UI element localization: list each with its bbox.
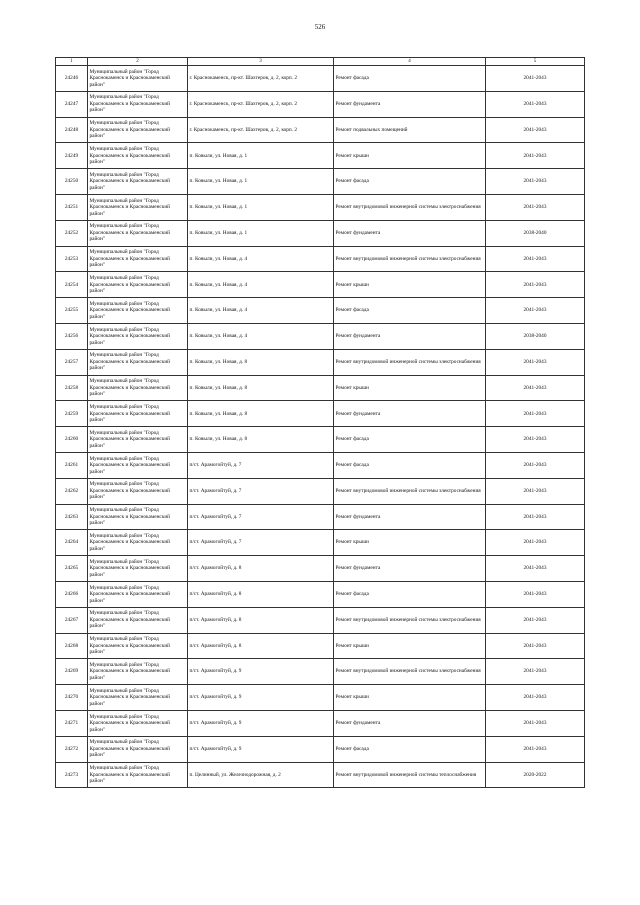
table-row <box>56 246 585 272</box>
address-cell: п. Ковыли, ул. Новая, д. 8 <box>188 401 334 427</box>
period-cell: 2041-2043 <box>486 272 585 298</box>
row-number: 24263 <box>56 504 88 530</box>
row-number: 24246 <box>56 66 88 92</box>
row-number: 24271 <box>56 710 88 736</box>
address-cell: п/ст. Арамогойтуй, д. 8 <box>188 607 334 633</box>
registry-table <box>55 57 585 788</box>
work-type-cell: Ремонт внутридомовой инженерной системы электроснабжения <box>334 607 486 633</box>
row-number: 24264 <box>56 530 88 556</box>
table-row <box>56 298 585 324</box>
period-cell: 2041-2043 <box>486 427 585 453</box>
period-cell: 2041-2043 <box>486 143 585 169</box>
period-cell: 2041-2043 <box>486 530 585 556</box>
address-cell: п/ст. Арамогойтуй, д. 7 <box>188 478 334 504</box>
address-cell: п. Ковыли, ул. Новая, д. 8 <box>188 427 334 453</box>
municipality-cell: Муниципальный район "Город Краснокаменск и Краснокаменский район" <box>88 246 188 272</box>
work-type-cell: Ремонт фундамента <box>334 710 486 736</box>
address-cell: п. Ковыли, ул. Новая, д. 1 <box>188 220 334 246</box>
row-number: 24258 <box>56 375 88 401</box>
period-cell: 2041-2043 <box>486 194 585 220</box>
table-row <box>56 323 585 349</box>
row-number: 24260 <box>56 427 88 453</box>
row-number: 24267 <box>56 607 88 633</box>
row-number: 24253 <box>56 246 88 272</box>
address-cell: п/ст. Арамогойтуй, д. 8 <box>188 581 334 607</box>
table-row <box>56 91 585 117</box>
municipality-cell: Муниципальный район "Город Краснокаменск и Краснокаменский район" <box>88 710 188 736</box>
row-number: 24256 <box>56 323 88 349</box>
municipality-cell: Муниципальный район "Город Краснокаменск и Краснокаменский район" <box>88 194 188 220</box>
municipality-cell: Муниципальный район "Город Краснокаменск и Краснокаменский район" <box>88 323 188 349</box>
table-row <box>56 556 585 582</box>
row-number: 24269 <box>56 659 88 685</box>
table-row <box>56 349 585 375</box>
work-type-cell: Ремонт фасада <box>334 452 486 478</box>
municipality-cell: Муниципальный район "Город Краснокаменск и Краснокаменский район" <box>88 736 188 762</box>
address-cell: п. Ковыли, ул. Новая, д. 8 <box>188 349 334 375</box>
row-number: 24266 <box>56 581 88 607</box>
municipality-cell: Муниципальный район "Город Краснокаменск и Краснокаменский район" <box>88 762 188 788</box>
municipality-cell: Муниципальный район "Город Краснокаменск и Краснокаменский район" <box>88 117 188 143</box>
header-cell-1: 1 <box>56 58 88 66</box>
municipality-cell: Муниципальный район "Город Краснокаменск и Краснокаменский район" <box>88 220 188 246</box>
table-row <box>56 659 585 685</box>
address-cell: г. Краснокаменск, пр-кт. Шахтеров, д. 2, корп. 2 <box>188 117 334 143</box>
work-type-cell: Ремонт внутридомовой инженерной системы электроснабжения <box>334 194 486 220</box>
page-number: 526 <box>314 23 326 31</box>
municipality-cell: Муниципальный район "Город Краснокаменск и Краснокаменский район" <box>88 478 188 504</box>
work-type-cell: Ремонт фасада <box>334 427 486 453</box>
table-row <box>56 220 585 246</box>
table-row <box>56 581 585 607</box>
municipality-cell: Муниципальный район "Город Краснокаменск и Краснокаменский район" <box>88 504 188 530</box>
work-type-cell: Ремонт фундамента <box>334 323 486 349</box>
work-type-cell: Ремонт фасада <box>334 298 486 324</box>
table-row <box>56 169 585 195</box>
table-row <box>56 401 585 427</box>
row-number: 24259 <box>56 401 88 427</box>
period-cell: 2041-2043 <box>486 117 585 143</box>
row-number: 24262 <box>56 478 88 504</box>
table-row <box>56 478 585 504</box>
row-number: 24250 <box>56 169 88 195</box>
municipality-cell: Муниципальный район "Город Краснокаменск и Краснокаменский район" <box>88 556 188 582</box>
table-row <box>56 736 585 762</box>
municipality-cell: Муниципальный район "Город Краснокаменск и Краснокаменский район" <box>88 607 188 633</box>
table-row <box>56 375 585 401</box>
period-cell: 2041-2043 <box>486 66 585 92</box>
row-number: 24249 <box>56 143 88 169</box>
municipality-cell: Муниципальный район "Город Краснокаменск и Краснокаменский район" <box>88 91 188 117</box>
work-type-cell: Ремонт крыши <box>334 685 486 711</box>
row-number: 24268 <box>56 633 88 659</box>
work-type-cell: Ремонт крыши <box>334 530 486 556</box>
address-cell: п/ст. Арамогойтуй, д. 9 <box>188 736 334 762</box>
municipality-cell: Муниципальный район "Город Краснокаменск и Краснокаменский район" <box>88 659 188 685</box>
table-row <box>56 117 585 143</box>
municipality-cell: Муниципальный район "Город Краснокаменск и Краснокаменский район" <box>88 298 188 324</box>
table-body <box>56 58 585 788</box>
row-number: 24265 <box>56 556 88 582</box>
work-type-cell: Ремонт внутридомовой инженерной системы электроснабжения <box>334 659 486 685</box>
address-cell: г. Краснокаменск, пр-кт. Шахтеров, д. 2, корп. 2 <box>188 91 334 117</box>
row-number: 24248 <box>56 117 88 143</box>
work-type-cell: Ремонт внутридомовой инженерной системы электроснабжения <box>334 246 486 272</box>
municipality-cell: Муниципальный район "Город Краснокаменск и Краснокаменский район" <box>88 685 188 711</box>
address-cell: п. Ковыли, ул. Новая, д. 1 <box>188 143 334 169</box>
period-cell: 2041-2043 <box>486 556 585 582</box>
period-cell: 2041-2043 <box>486 504 585 530</box>
municipality-cell: Муниципальный район "Город Краснокаменск и Краснокаменский район" <box>88 272 188 298</box>
municipality-cell: Муниципальный район "Город Краснокаменск и Краснокаменский район" <box>88 633 188 659</box>
row-number: 24261 <box>56 452 88 478</box>
municipality-cell: Муниципальный район "Город Краснокаменск и Краснокаменский район" <box>88 427 188 453</box>
address-cell: п/ст. Арамогойтуй, д. 9 <box>188 710 334 736</box>
municipality-cell: Муниципальный район "Город Краснокаменск и Краснокаменский район" <box>88 143 188 169</box>
period-cell: 2041-2043 <box>486 736 585 762</box>
address-cell: п. Ковыли, ул. Новая, д. 4 <box>188 298 334 324</box>
municipality-cell: Муниципальный район "Город Краснокаменск и Краснокаменский район" <box>88 452 188 478</box>
municipality-cell: Муниципальный район "Город Краснокаменск и Краснокаменский район" <box>88 530 188 556</box>
period-cell: 2041-2043 <box>486 710 585 736</box>
period-cell: 2038-2040 <box>486 220 585 246</box>
table-row <box>56 504 585 530</box>
address-cell: п/ст. Арамогойтуй, д. 8 <box>188 633 334 659</box>
period-cell: 2041-2043 <box>486 375 585 401</box>
table-row <box>56 762 585 788</box>
table-row <box>56 710 585 736</box>
address-cell: п. Ковыли, ул. Новая, д. 1 <box>188 194 334 220</box>
table-row <box>56 685 585 711</box>
period-cell: 2041-2043 <box>486 685 585 711</box>
work-type-cell: Ремонт внутридомовой инженерной системы электроснабжения <box>334 478 486 504</box>
municipality-cell: Муниципальный район "Город Краснокаменск и Краснокаменский район" <box>88 375 188 401</box>
work-type-cell: Ремонт фасада <box>334 581 486 607</box>
address-cell: п/ст. Арамогойтуй, д. 9 <box>188 685 334 711</box>
row-number: 24257 <box>56 349 88 375</box>
row-number: 24252 <box>56 220 88 246</box>
row-number: 24255 <box>56 298 88 324</box>
work-type-cell: Ремонт фундамента <box>334 556 486 582</box>
address-cell: п/ст. Арамогойтуй, д. 7 <box>188 452 334 478</box>
period-cell: 2041-2043 <box>486 349 585 375</box>
work-type-cell: Ремонт фундамента <box>334 220 486 246</box>
table-row <box>56 427 585 453</box>
work-type-cell: Ремонт крыши <box>334 272 486 298</box>
row-number: 24251 <box>56 194 88 220</box>
period-cell: 2041-2043 <box>486 633 585 659</box>
address-cell: г. Краснокаменск, пр-кт. Шахтеров, д. 2, корп. 2 <box>188 66 334 92</box>
header-cell-4: 4 <box>334 58 486 66</box>
work-type-cell: Ремонт внутридомовой инженерной системы теплоснабжения <box>334 762 486 788</box>
address-cell: п. Ковыли, ул. Новая, д. 4 <box>188 246 334 272</box>
period-cell: 2041-2043 <box>486 581 585 607</box>
period-cell: 2041-2043 <box>486 478 585 504</box>
row-number: 24270 <box>56 685 88 711</box>
header-cell-2: 2 <box>88 58 188 66</box>
address-cell: п. Ковыли, ул. Новая, д. 4 <box>188 272 334 298</box>
table-row <box>56 633 585 659</box>
work-type-cell: Ремонт фундамента <box>334 91 486 117</box>
period-cell: 2041-2043 <box>486 298 585 324</box>
address-cell: п. Целинный, ул. Железнодорожная, д. 2 <box>188 762 334 788</box>
address-cell: п/ст. Арамогойтуй, д. 7 <box>188 504 334 530</box>
period-cell: 2041-2043 <box>486 659 585 685</box>
work-type-cell: Ремонт фасада <box>334 66 486 92</box>
address-cell: п/ст. Арамогойтуй, д. 7 <box>188 530 334 556</box>
row-number: 24254 <box>56 272 88 298</box>
work-type-cell: Ремонт крыши <box>334 375 486 401</box>
header-row <box>56 58 585 66</box>
municipality-cell: Муниципальный район "Город Краснокаменск и Краснокаменский район" <box>88 349 188 375</box>
period-cell: 2038-2040 <box>486 323 585 349</box>
work-type-cell: Ремонт фасада <box>334 169 486 195</box>
table-row <box>56 194 585 220</box>
header-cell-5: 5 <box>486 58 585 66</box>
municipality-cell: Муниципальный район "Город Краснокаменск и Краснокаменский район" <box>88 401 188 427</box>
period-cell: 2041-2043 <box>486 452 585 478</box>
header-cell-3: 3 <box>188 58 334 66</box>
municipality-cell: Муниципальный район "Город Краснокаменск и Краснокаменский район" <box>88 66 188 92</box>
period-cell: 2020-2022 <box>486 762 585 788</box>
work-type-cell: Ремонт фундамента <box>334 401 486 427</box>
work-type-cell: Ремонт фундамента <box>334 504 486 530</box>
address-cell: п. Ковыли, ул. Новая, д. 4 <box>188 323 334 349</box>
period-cell: 2041-2043 <box>486 401 585 427</box>
municipality-cell: Муниципальный район "Город Краснокаменск и Краснокаменский район" <box>88 169 188 195</box>
address-cell: п/ст. Арамогойтуй, д. 8 <box>188 556 334 582</box>
period-cell: 2041-2043 <box>486 607 585 633</box>
table-row <box>56 66 585 92</box>
work-type-cell: Ремонт крыши <box>334 143 486 169</box>
table-row <box>56 530 585 556</box>
work-type-cell: Ремонт подвальных помещений <box>334 117 486 143</box>
table-row <box>56 272 585 298</box>
address-cell: п. Ковыли, ул. Новая, д. 8 <box>188 375 334 401</box>
work-type-cell: Ремонт фасада <box>334 736 486 762</box>
work-type-cell: Ремонт крыши <box>334 633 486 659</box>
municipality-cell: Муниципальный район "Город Краснокаменск и Краснокаменский район" <box>88 581 188 607</box>
table-row <box>56 607 585 633</box>
address-cell: п/ст. Арамогойтуй, д. 9 <box>188 659 334 685</box>
table-row <box>56 143 585 169</box>
row-number: 24273 <box>56 762 88 788</box>
table-row <box>56 452 585 478</box>
address-cell: п. Ковыли, ул. Новая, д. 1 <box>188 169 334 195</box>
row-number: 24247 <box>56 91 88 117</box>
row-number: 24272 <box>56 736 88 762</box>
period-cell: 2041-2043 <box>486 169 585 195</box>
period-cell: 2041-2043 <box>486 91 585 117</box>
period-cell: 2041-2043 <box>486 246 585 272</box>
work-type-cell: Ремонт внутридомовой инженерной системы электроснабжения <box>334 349 486 375</box>
